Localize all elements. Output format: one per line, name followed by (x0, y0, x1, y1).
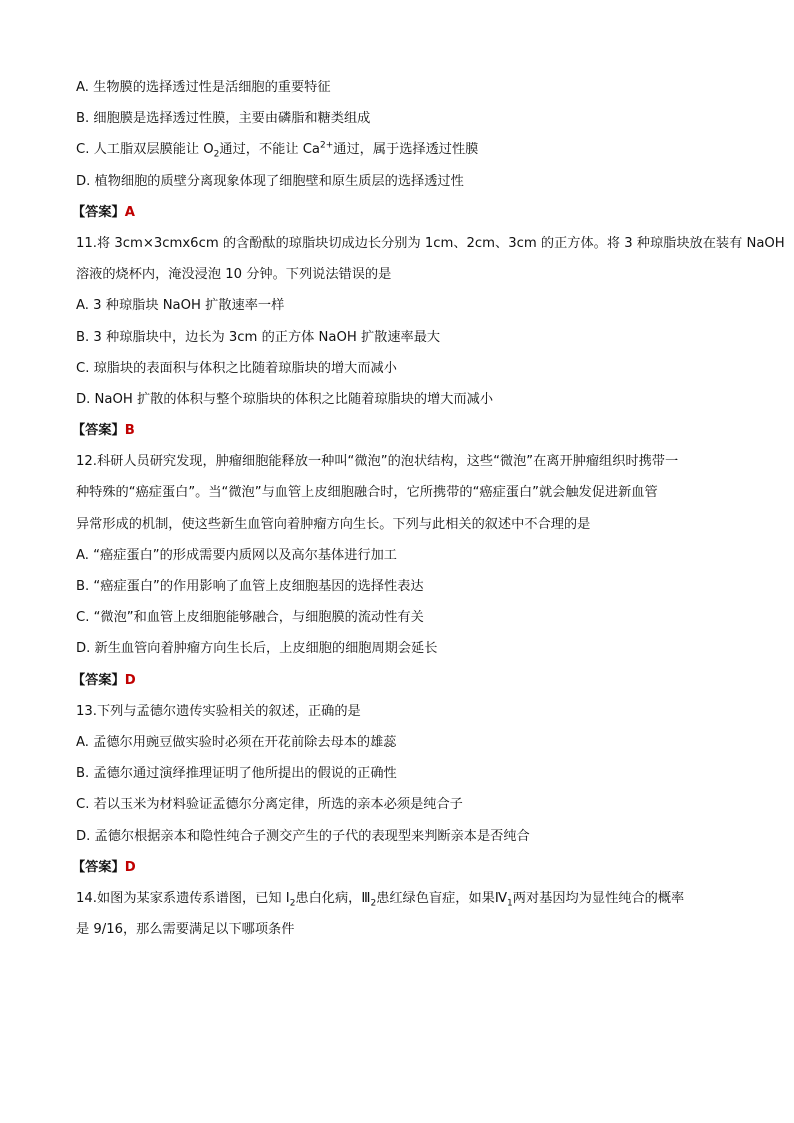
q11-stem-line-2: 溶液的烧杯内，淹没浸泡 10 分钟。下列说法错误的是 (76, 267, 392, 283)
q12-answer: 【答案】D (72, 672, 136, 688)
q11-answer: 【答案】B (72, 423, 135, 439)
q10-option-c: C. 人工脂双层膜能让 $O_2$通过，不能让 $Ca^{2+}$通过，属于选择透过性膜 (76, 140, 479, 161)
q10-option-b: B. 细胞膜是选择透过性膜，主要由磷脂和糖类组成 (76, 111, 371, 127)
q11-option-a: A. 3 种琼脂块 NaOH 扩散速率一样 (76, 298, 285, 314)
q11-option-b: B. 3 种琼脂块中，边长为 3cm 的正方体 NaOH 扩散速率最大 (76, 329, 441, 345)
q12-stem-line-2: 种特殊的“癌症蛋白”。当“微泡”与血管上皮细胞融合时，它所携带的“癌症蛋白”就会触发促进新血管 (76, 485, 658, 501)
q12-stem-line-1: 12.科研人员研究发现，肿瘤细胞能释放一种叫“微泡”的泡状结构，这些“微泡”在离开肿瘤组织时携带一 (76, 454, 679, 470)
q12-option-a: A. “癌症蛋白”的形成需要内质网以及高尔基体进行加工 (76, 547, 397, 563)
q10-answer: 【答案】A (72, 204, 135, 220)
question-content (72, 78, 785, 951)
q12-option-d: D. 新生血管向着肿瘤方向生长后，上皮细胞的细胞周期会延长 (76, 641, 438, 657)
q13-answer: 【答案】D (72, 859, 136, 875)
q14-stem-line-2: 是 9/16，那么需要满足以下哪项条件 (76, 922, 295, 938)
q13-option-b: B. 孟德尔通过演绎推理证明了他所提出的假说的正确性 (76, 766, 397, 782)
q11-option-d: D. NaOH 扩散的体积与整个琼脂块的体积之比随着琼脂块的增大而减小 (76, 391, 494, 407)
q12-stem-line-3: 异常形成的机制，使这些新生血管向着肿瘤方向生长。下列与此相关的叙述中不合理的是 (76, 516, 591, 532)
q10-option-a: A. 生物膜的选择透过性是活细胞的重要特征 (76, 80, 331, 95)
q13-stem-line-1: 13.下列与孟德尔遗传实验相关的叙述，正确的是 (76, 703, 361, 719)
q13-option-d: D. 孟德尔根据亲本和隐性纯合子测交产生的子代的表现型来判断亲本是否纯合 (76, 828, 530, 844)
q11-option-c: C. 琼脂块的表面积与体积之比随着琼脂块的增大而减小 (76, 360, 397, 376)
q12-option-c: C. “微泡”和血管上皮细胞能够融合，与细胞膜的流动性有关 (76, 610, 424, 626)
q12-option-b: B. “癌症蛋白”的作用影响了血管上皮细胞基因的选择性表达 (76, 579, 424, 594)
q11-stem-line-1: 11.将 3cm×3cmx6cm 的含酚酞的琼脂块切成边长分别为 1cm、2cm、3cm 的正方体。将 3 种琼脂块放在装有 NaOH (76, 235, 785, 251)
q13-option-a: A. 孟德尔用豌豆做实验时必须在开花前除去母本的雄蕊 (76, 734, 397, 750)
q13-option-c: C. 若以玉米为材料验证孟德尔分离定律，所选的亲本必须是纯合子 (76, 797, 463, 813)
q10-option-d: D. 植物细胞的质壁分离现象体现了细胞壁和原生质层的选择透过性 (76, 173, 464, 189)
q14-stem-line-1: 14.如图为某家系遗传系谱图，已知 $Ⅰ_2$患白化病，$Ⅲ_2$患红绿色盲症，如果$Ⅳ_1$两对基因均为显性纯合的概率 (76, 890, 685, 909)
